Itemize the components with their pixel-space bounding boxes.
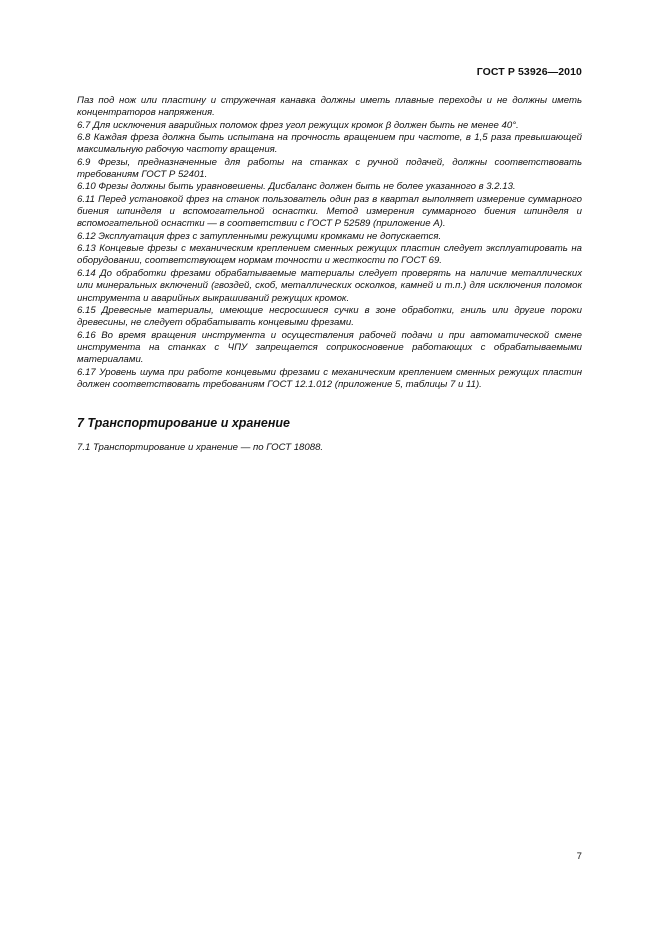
paragraph-continuation: Паз под нож или пластину и стружечная канавка должны иметь плавные переходы и не должны иметь концентраторов напряжения.: [77, 95, 582, 119]
paragraph-6-17: 6.17 Уровень шума при работе концевыми фрезами с механическим креплением сменных режущих пластин должен соответствовать требованиям ГОСТ 12.1.012 (приложение 5, таблицы 7 и 11).: [77, 366, 582, 390]
paragraph-7-1: 7.1 Транспортирование и хранение — по ГОСТ 18088.: [77, 442, 324, 453]
paragraph-6-14: 6.14 До обработки фрезами обрабатываемые материалы следует проверять на наличие металлических или минеральных включений (гвоздей, скоб, металлических осколков, камней и т.п.) для исключения поломок инструмента и аварийных выкрашиваний режущих кромок.: [77, 267, 582, 304]
standard-id: ГОСТ Р 53926—2010: [476, 66, 582, 78]
page-number: 7: [576, 851, 582, 862]
document-body: [77, 95, 582, 391]
paragraph-6-9: 6.9 Фрезы, предназначенные для работы на станках с ручной подачей, должны соответствовать требованиям ГОСТ Р 52401.: [77, 156, 582, 181]
paragraph-6-11: 6.11 Перед установкой фрез на станок пользователь один раз в квартал выполняет измерение суммарного биения шпинделя и вспомогательной оснастки. Метод измерения суммарного биения шпинделя и вспомогательной оснастки — в соответствии с ГОСТ Р 52589 (приложение А).: [77, 193, 582, 230]
paragraph-6-12: 6.12 Эксплуатация фрез с затупленными режущими кромками не допускается.: [77, 230, 442, 242]
paragraph-6-7: 6.7 Для исключения аварийных поломок фрез угол режущих кромок β должен быть не менее 40°.: [77, 119, 519, 131]
section-7-heading: 7 Транспортирование и хранение: [77, 416, 291, 430]
paragraph-6-13: 6.13 Концевые фрезы с механическим креплением сменных режущих пластин следует эксплуатировать на оборудовании, соответствующем нормам точности и жесткости по ГОСТ 69.: [77, 243, 582, 267]
paragraph-6-16: 6.16 Во время вращения инструмента и осуществления рабочей подачи и при автоматической смене инструмента на станках с ЧПУ запрещается соприкосновение работающих с обрабатываемыми материалами.: [77, 329, 582, 366]
document-header: [477, 66, 582, 78]
paragraph-6-8: 6.8 Каждая фреза должна быть испытана на прочность вращением при частоте, в 1,5 раза превышающей максимальную рабочую частоту вращения.: [77, 132, 582, 156]
paragraph-6-10: 6.10 Фрезы должны быть уравновешены. Дисбаланс должен быть не более указанного в 3.2.13.: [77, 181, 516, 193]
paragraph-6-15: 6.15 Древесные материалы, имеющие несросшиеся сучки в зоне обработки, гниль или другие пороки древесины, не следует обрабатывать концевыми фрезами.: [77, 304, 582, 329]
